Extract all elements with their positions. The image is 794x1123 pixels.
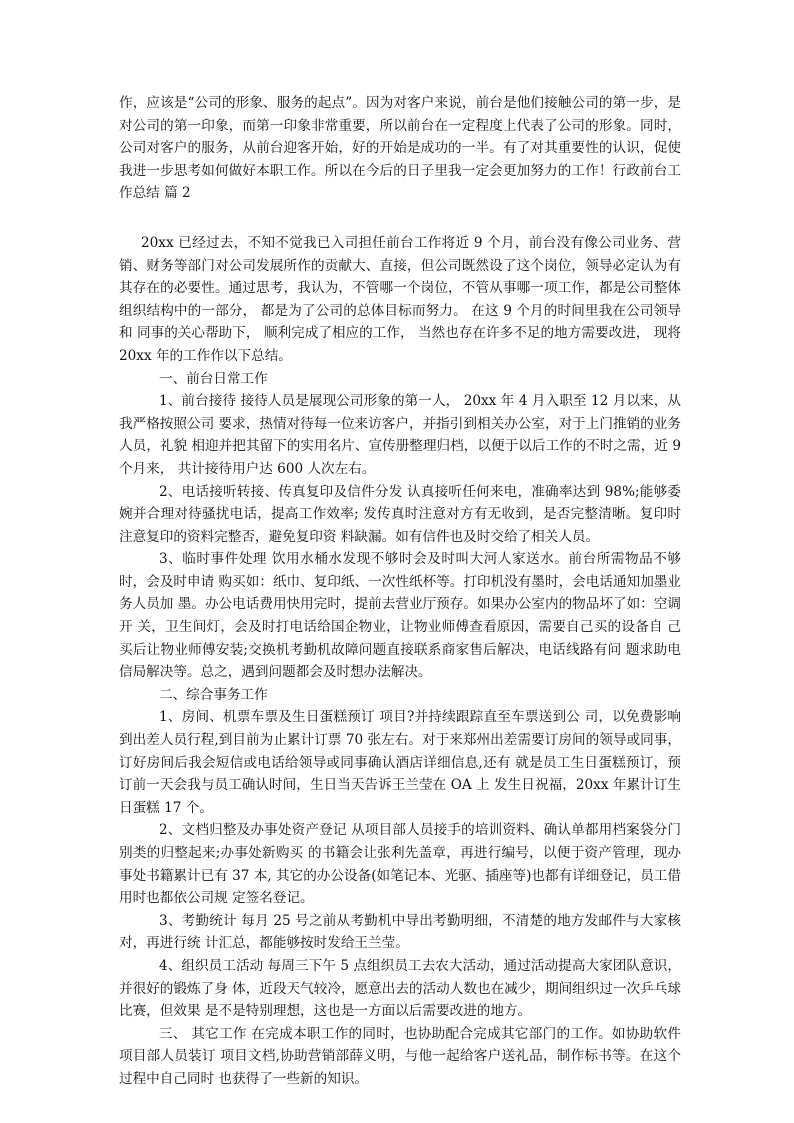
paragraph-reception: 1、前台接待 接待人员是展现公司形象的第一人， 20xx 年 4 月入职至 12 月以来，从 我严格按照公司 要求，热情对待每一位来访客户，并指引到相关办公室，对于上门推销的业务人员，礼貌 相迎并把其留下的实用名片、宣传册整理归档，以便于以后工作的不时之需，近 9 个月来， 共计接待用户达 600 人次左右。: [119, 393, 681, 477]
paragraph-documents-assets: 2、文档归整及办事处资产登记 从项目部人员接手的培训资料、确认单都用档案袋分门别类的归整起来;办事处新购买 的书籍会让张利先盖章，再进行编号，以便于资产管理，现办事处书籍累计已有 37 本, 其它的办公设备(如笔记本、光驱、插座等)也都有详细登记，员工借用时也都依公司规 定签名登记。: [119, 822, 681, 907]
paragraph-activities: 4、组织员工活动 每周三下午 5 点组织员工去农大活动，通过活动提高大家团队意识，并很好的锻炼了身 体，近段天气较冷，愿意出去的活动人数也在减少，期间组织过一次乒乓球比赛，但效果 是不是特别理想，这也是一方面以后需要改进的地方。: [119, 957, 681, 1020]
section-heading-general-affairs: 二、综合事务工作: [159, 686, 268, 703]
paragraph-booking: 1、房间、机票车票及生日蛋糕预订 项目?并持续跟踪直至车票送到公 司，以免费影响到出差人员行程,到目前为止累计订票 70 张左右。对于来郑州出差需要订房间的领导或同事，订好房间后我会短信或电话给领导或同事确认酒店详细信息,还有 就是员工生日蛋糕预订，预订前一天会我与员工确认时间，生日当天告诉王兰莹在 OA 上 发生日祝福，20xx 年累计订生日蛋糕 17 个。: [119, 709, 681, 816]
paragraph-phone-fax: 2、电话接听转接、传真复印及信件分发 认真接听任何来电，准确率达到 98%;能够委婉并合理对待骚扰电话，提高工作效率; 发传真时注意对方有无收到，是否完整清晰。复印时注意复印的资料完整否，避免复印资 料缺漏。如有信件也及时交给了相关人员。: [119, 483, 681, 545]
opening-paragraph: 20xx 已经过去，不知不觉我已入司担任前台工作将近 9 个月，前台没有像公司业务、营 销、财务等部门对公司发展所作的贡献大、直接，但公司既然设了这个岗位，领导必定认为有 其存在的必要性。通过思考，我认为，不管哪一个岗位，不管从事哪一项工作，都是公司整体 组织结构中的一部分， 都是为了公司的总体目标而努力。 在这 9 个月的时间里我在公司领导和 同事的关心帮助下， 顺利完成了相应的工作， 当然也存在许多不足的地方需要改进， 现将 20xx 年的工作作以下总结。: [119, 234, 681, 364]
paragraph-other-work: 三、 其它工作 在完成本职工作的同时，也协助配合完成其它部门的工作。如协助软件项目部人员装订 项目文档,协助营销部薛义明，与他一起给客户送礼品，制作标书等。在这个过程中自己同时 也获得了一些新的知识。: [119, 1025, 681, 1087]
section-heading-daily-work: 一、前台日常工作: [159, 370, 268, 387]
paragraph-attendance: 3、考勤统计 每月 25 号之前从考勤机中导出考勤明细，不清楚的地方发邮件与大家核对，再进行统 计汇总，都能够按时发给王兰莹。: [119, 912, 681, 952]
document-page: [119, 92, 681, 1091]
paragraph-incidents: 3、临时事件处理 饮用水桶水发现不够时会及时叫大河人家送水。前台所需物品不够时，会及时申请 购买如：纸巾、复印纸、一次性纸杯等。打印机没有墨时，会电话通知加墨业务人员加 墨。办公电话费用快用完时，提前去营业厅预存。如果办公室内的物品坏了如：空调开 关，卫生间灯，会及时打电话给国企物业，让物业师傅查看原因，需要自己买的设备自 己买后让物业师傅安装;交换机考勤机故障问题直接联系商家售后解决，电话线路有问 题求助电信局解决等。总之，遇到问题都会及时想办法解决。: [119, 551, 681, 681]
intro-paragraph: 作，应该是“公司的形象、服务的起点”。因为对客户来说，前台是他们接触公司的第一步，是对公司的第一印象，而第一印象非常重要，所以前台在一定程度上代表了公司的形象。同时，公司对客户的服务，从前台迎客开始，好的开始是成功的一半。有了对其重要性的认识，促使我进一步思考如何做好本职工作。所以在今后的日子里我一定会更加努力的工作！行政前台工作总结 篇 2: [119, 95, 681, 202]
